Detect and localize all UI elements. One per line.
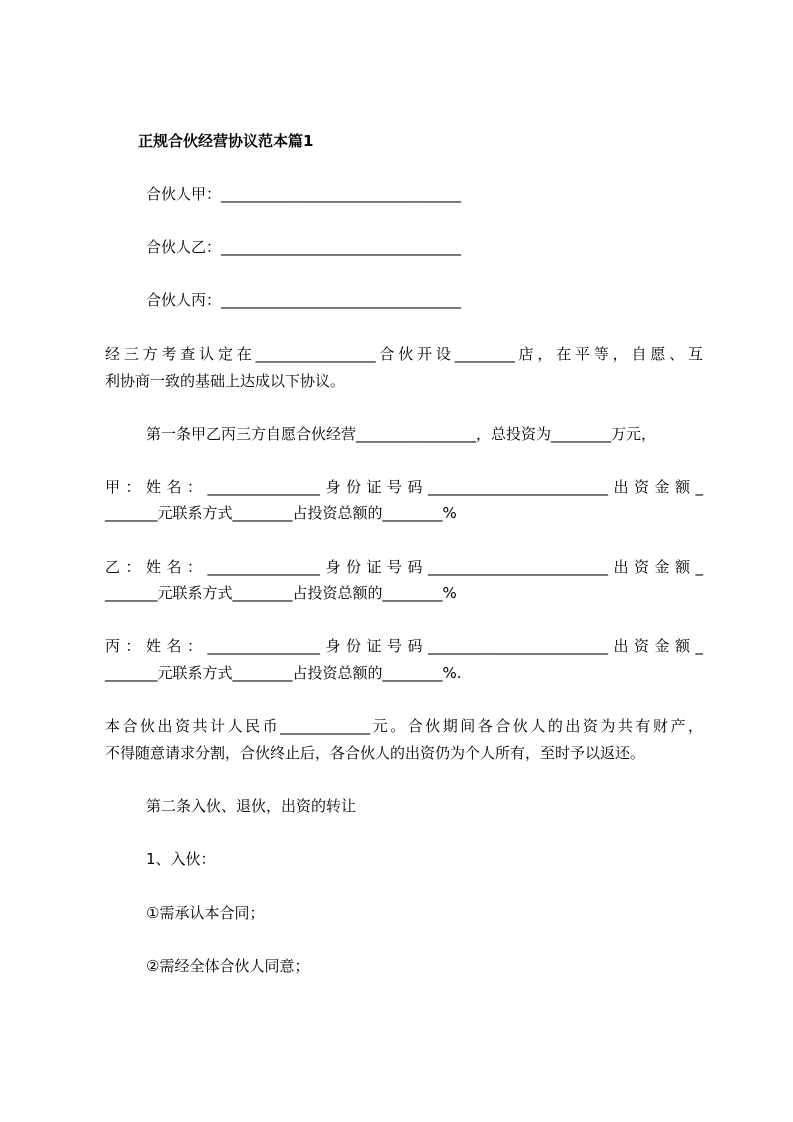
intro-paragraph-line-2: 利协商一致的基础上达成以下协议。	[105, 372, 346, 390]
partner-yi-line-1: 乙：姓名：_______________身份证号码________________________出资金额_	[105, 558, 703, 576]
partner-yi-line-2: _______元联系方式________占投资总额的________%	[105, 584, 457, 602]
capital-paragraph-line-1: 本合伙出资共计人民币____________元。合伙期间各合伙人的出资为共有财产，	[105, 717, 703, 735]
partner-jia-line-2: _______元联系方式________占投资总额的________%	[105, 504, 457, 522]
partner-bing-line-1: 丙：姓名：_______________身份证号码________________________出资金额_	[105, 637, 703, 655]
intro-paragraph-line-1: 经三方考查认定在________________合伙开设________店，在平等，自愿、互	[105, 345, 703, 363]
article-2-heading: 第二条入伙、退伙，出资的转让	[146, 797, 357, 815]
capital-paragraph-line-2: 不得随意请求分割，合伙终止后，各合伙人的出资仍为个人所有，至时予以返还。	[105, 744, 646, 762]
join-item-heading: 1、入伙：	[146, 850, 216, 868]
join-condition-2: ②需经全体合伙人同意；	[146, 957, 310, 975]
article-1-heading: 第一条甲乙丙三方自愿合伙经营________________，总投资为________万元，	[146, 425, 657, 443]
partner-b-line: 合伙人乙：________________________________	[146, 238, 462, 256]
partner-a-line: 合伙人甲：________________________________	[146, 185, 462, 203]
partner-c-line: 合伙人丙：________________________________	[146, 291, 462, 309]
join-condition-1: ①需承认本合同；	[146, 904, 265, 922]
document-title: 正规合伙经营协议范本篇1	[138, 132, 314, 150]
partner-bing-line-2: _______元联系方式________占投资总额的________%.	[105, 664, 462, 682]
partner-jia-line-1: 甲：姓名：_______________身份证号码________________________出资金额_	[105, 478, 703, 496]
